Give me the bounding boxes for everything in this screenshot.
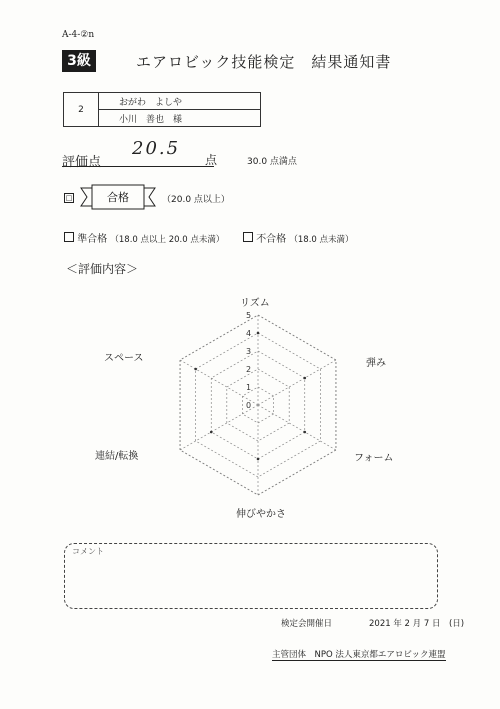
organizer: 主管団体 NPO 法人東京都エアロビック連盟 [272,650,446,660]
pass-checkbox: □ [65,194,73,202]
radar-data-point [303,377,306,380]
score-value: 20.5 [132,138,181,159]
radar-tick-label: 5 [246,311,252,320]
pass-label: 合格 [107,191,129,204]
axis-label-extension: 伸びやかさ [236,509,286,520]
fail-criteria: （18.0 点未満） [289,235,354,245]
grade-badge: 3級 [62,50,96,72]
exam-date-value: 2021 年 2 月 7 日 (日) [369,619,465,629]
examinee-number: 2 [64,93,99,127]
radar-data-point [257,332,260,335]
score-unit: 点 [205,153,218,167]
axis-label-bounce: 弾み [366,358,386,369]
comment-box [64,543,438,609]
fail-label: 不合格 [256,234,287,245]
radar-tick-label: 3 [246,347,252,356]
radar-data-point [257,458,260,461]
radar-tick-label: 0 [246,401,252,410]
radar-axis-line [180,405,258,450]
axis-label-form: フォーム [354,453,394,464]
full-marks: 30.0 点満点 [247,157,297,167]
document-id: A-4-②n [62,30,95,40]
pass-criteria: （20.0 点以上） [162,195,230,205]
document-title: エアロビック技能検定 結果通知書 [136,53,392,71]
radar-axis-line [258,405,336,450]
examinee-kana: おがわ よしや [99,93,261,110]
axis-label-space: スペース [104,353,144,364]
axis-label-rhythm: リズム [240,298,270,309]
radar-data-point [210,431,213,434]
semi-pass-label: 準合格 [77,234,108,245]
semi-pass-criteria: （18.0 点以上 20.0 点未満） [110,235,225,245]
radar-tick-label: 2 [246,365,252,374]
score-label: 評価点 [62,155,102,170]
examinee-name: 小川 善也 様 [99,110,261,127]
radar-data-point [194,368,197,371]
radar-tick-label: 4 [246,329,252,338]
evaluation-heading: ＜評価内容＞ [66,262,139,276]
axis-label-transition: 連結/転換 [95,451,139,462]
comment-label: コメント [72,547,104,556]
exam-date-label: 検定会開催日 [281,619,333,629]
radar-data-point [303,431,306,434]
radar-tick-label: 1 [246,383,252,392]
radar-axis-line [258,360,336,405]
